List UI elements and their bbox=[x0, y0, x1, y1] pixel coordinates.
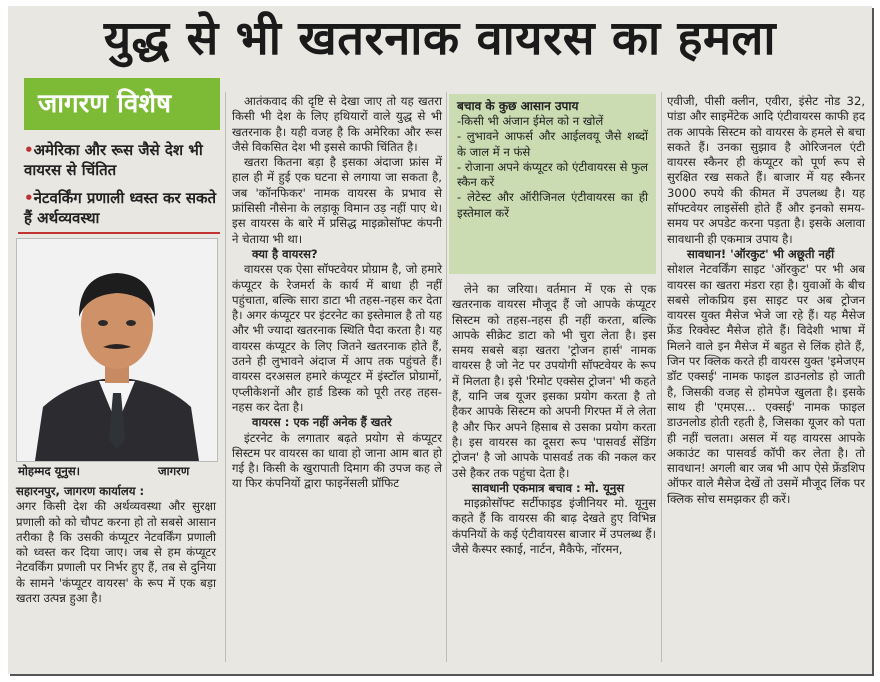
tips-box-title: बचाव के कुछ आसान उपाय bbox=[457, 99, 579, 113]
col3-paragraph-2: माइक्रोसॉफ्ट सर्टीफाइड इंजीनियर मो. यूनुस कहते हैं कि वायरस की बाढ़ देखते हुए विभिन्न कंपनियों के कई एंटीवायरस बाजार में उपलब्ध हैं। जैसे कैस्पर स्काई, नार्टन, मैकैफे, नॉरमन, bbox=[452, 496, 656, 557]
tips-box-item: - लुभावने आफर्स और आईलवयू जैसे शब्दों के जाल में न फंसे bbox=[457, 129, 648, 159]
highlight-1-text: अमेरिका और रूस जैसे देश भी वायरस से चिंतित bbox=[24, 141, 203, 179]
col2-paragraph-4: इंटरनेट के लगातार बढ़ते प्रयोग से कंप्यूटर सिस्टम पर वायरस का धावा हो जाना आम बात हो गई है। किसी के खुरापाती दिमाग की उपज कह ले या फिर कंपनियों द्वारा फाइनेंसली प्रॉफिट bbox=[232, 430, 442, 491]
highlight-2 bbox=[24, 188, 224, 228]
subheading-orkut: सावधान! 'ऑरकुट' भी अछूती नहीं bbox=[687, 246, 835, 261]
photo-caption-credit: जागरण bbox=[158, 464, 190, 478]
column-divider bbox=[446, 92, 447, 662]
highlight-2-text: नेटवर्किंग प्रणाली ध्वस्त कर सकते हैं अर्थव्यवस्था bbox=[24, 189, 217, 227]
subheading-what-is-virus: क्या है वायरस? bbox=[252, 246, 318, 261]
col2-paragraph-1: आतंकवाद की दृष्टि से देखा जाए तो यह खतरा किसी भी देश के लिए हथियारों वाले युद्ध से भी खतरनाक है। यही वजह है कि अमेरिका और रूस जैसे विकसित देश भी इससे काफी चिंतित है। bbox=[232, 94, 442, 154]
dateline: सहारनपुर, जागरण कार्यालय : bbox=[16, 484, 145, 498]
bullet-icon: • bbox=[24, 141, 34, 159]
subheading-many-threats: वायरस : एक नहीं अनेक हैं खतरे bbox=[252, 415, 392, 430]
column-divider bbox=[225, 92, 226, 662]
column-4 bbox=[667, 94, 865, 507]
tips-box bbox=[449, 94, 656, 274]
col1-paragraph: अगर किसी देश की अर्थव्यवस्था और सुरक्षा प्रणाली को को चौपट करना हो तो सबसे आसान तरीका है कि उसकी कंप्यूटर नेटवर्किंग प्रणाली को ध्वस्त कर दिया जाए। जब से हम कंप्यूटर नेटवर्किंग प्रणाली पर निर्भर हुए हैं, तब से दुनिया के सामने 'कंप्यूटर वायरस' के रूप में एक बड़ा खतरा उत्पन्न हुआ है। bbox=[16, 499, 216, 606]
col3-paragraph-1: लेने का जरिया। वर्तमान में एक से एक खतरनाक वायरस मौजूद हैं जो आपके कंप्यूटर सिस्टम को तहस-नहस ही नहीं करता, बल्कि आपके सीक्रेट डाटा को भी चुरा लेता है। इस समय सबसे बड़ा खतरा 'ट्रोजन हार्स' नामक वायरस है जो नेट पर उपयोगी सॉफ्टवेयर के रूप में मिलता है। इसे 'रिमोट एक्सेस ट्रोजन' भी कहते हैं, यानि जब यूजर इसका प्रयोग करता है तो हैकर आपके सिस्टम को अपनी गिरफ्त में ले लेता है और फिर अपने हिसाब से उसका प्रयोग करता है। इस वायरस का दूसरा रूप 'पासवर्ड सेंडिंग ट्रोजन' है जो आपके पासवर्ड तक की नकल कर उसे हैकर तक पहुंचा देता है। bbox=[452, 282, 656, 480]
column-1 bbox=[16, 484, 216, 606]
tips-box-item: - रोजाना अपने कंप्यूटर को एंटीवायरस से फुल स्कैन करें bbox=[457, 159, 648, 190]
highlight-1 bbox=[24, 140, 224, 180]
section-label bbox=[24, 78, 220, 130]
section-label-text: जागरण विशेष bbox=[38, 89, 172, 119]
tips-box-item: - लेटेस्ट और ऑरीजिनल एंटीवायरस का ही इस्तेमाल करें bbox=[457, 190, 648, 220]
col4-paragraph-1: एवीजी, पीसी क्लीन, एवीरा, इंसेट नोड 32, पांडा और साइमेंटेक आदि एंटीवायरस काफी हद तक आपके सिस्टम को वायरस के हमले से बचा सकते हैं। उनका सुझाव है ओरिजनल एंटी वायरस स्कैनर ही कंप्यूटर को पूर्ण रूप से सुरक्षित रख सकते हैं। बाजार में यह स्कैनर 3000 रुपये की कीमत में उपलब्ध है। यह सॉफ्टवेयर लाइसेंसी होते हैं और इनको समय-समय पर अपडेट करना पड़ता है। इसके अलावा सावधानी ही एकमात्र उपाय है। bbox=[667, 94, 865, 246]
photo-caption-name: मोहम्मद यूनुस। bbox=[18, 464, 81, 478]
col2-paragraph-2: खतरा कितना बड़ा है इसका अंदाजा फ्रांस में हाल ही में हुई एक घटना से लगाया जा सकता है, जब 'कॉनफिकर' नामक वायरस के प्रभाव से फ्रांसिसी नौसेना के लड़ाकू विमान उड़ नहीं पाए थे। इस वायरस के बारे में प्रसिद्ध माइक्रोसॉफ्ट कंपनी ने चेताया भी था। bbox=[232, 155, 442, 246]
column-2 bbox=[232, 94, 442, 492]
headline: युद्ध से भी खतरनाक वायरस का हमला bbox=[103, 11, 777, 66]
column-divider bbox=[661, 92, 662, 662]
column-3 bbox=[452, 282, 656, 557]
subheading-caution: सावधानी एकमात्र बचाव : मो. यूनुस bbox=[472, 480, 625, 495]
col4-paragraph-2: सोशल नेटवर्किंग साइट 'ऑरकुट' पर भी अब वायरस का खतरा मंडरा रहा है। युवाओं के बीच सबसे लोकप्रिय इस साइट पर अब ट्रोजन वायरस युक्त मैसेज भेजे जा रहे हैं। यह मैसेज फ्रेंड रिक्वेस्ट मैसेज होते हैं। विदेशी भाषा में मिलने वाले इन मैसेज में बहुत से लिंक होते हैं, जिन पर क्लिक करते ही वायरस युक्त 'इमेजएम डॉट एक्सई' नामक फाइल डाउनलोड हो जाती है, जिसकी वजह से होमपेज खुलता है। इसके साथ ही 'एमएस... एक्सई' नामक फाइल डाउनलोड होती रहती है, जिसका यूजर को पता ही नहीं चलता। असल में यह वायरस आपके अकाउंट का पासवर्ड कॉपी कर लेता है। तो सावधान! अगली बार जब भी आप ऐसे फ्रेंडशिप ऑफर वाले मैसेज देखें तो उसमें मौजूद लिंक पर क्लिक सोच समझकर ही करें। bbox=[667, 262, 865, 506]
col2-paragraph-3: वायरस एक ऐसा सॉफ्टवेयर प्रोग्राम है, जो हमारे कंप्यूटर के रेजमर्रा के कार्य में बाधा ही नहीं पहुंचाता, बल्कि सारा डाटा भी तहस-नहस कर देता है। अगर कंप्यूटर पर इंटरनेट का इस्तेमाल है तो यह और भी ज्यादा खतरनाक स्थिति पैदा करता है। यह वायरस कंप्यूटर के लिए जितने खतरनाक होते हैं, उतने ही लुभावने अंदाज में आप तक पहुंचते हैं। वायरस दरअसल हमारे कंप्यूटर में इंस्टॉल प्रोग्रामों, एप्लीकेशनों और हार्ड डिस्क को पूरी तरह तहस-नहस कर देता है। bbox=[232, 262, 442, 414]
tips-box-item: -किसी भी अंजान ईमेल को न खोलें bbox=[457, 114, 604, 128]
portrait-photo bbox=[16, 238, 218, 462]
bullet-icon: • bbox=[24, 189, 34, 207]
newspaper-clipping bbox=[8, 6, 872, 674]
divider bbox=[18, 232, 220, 234]
